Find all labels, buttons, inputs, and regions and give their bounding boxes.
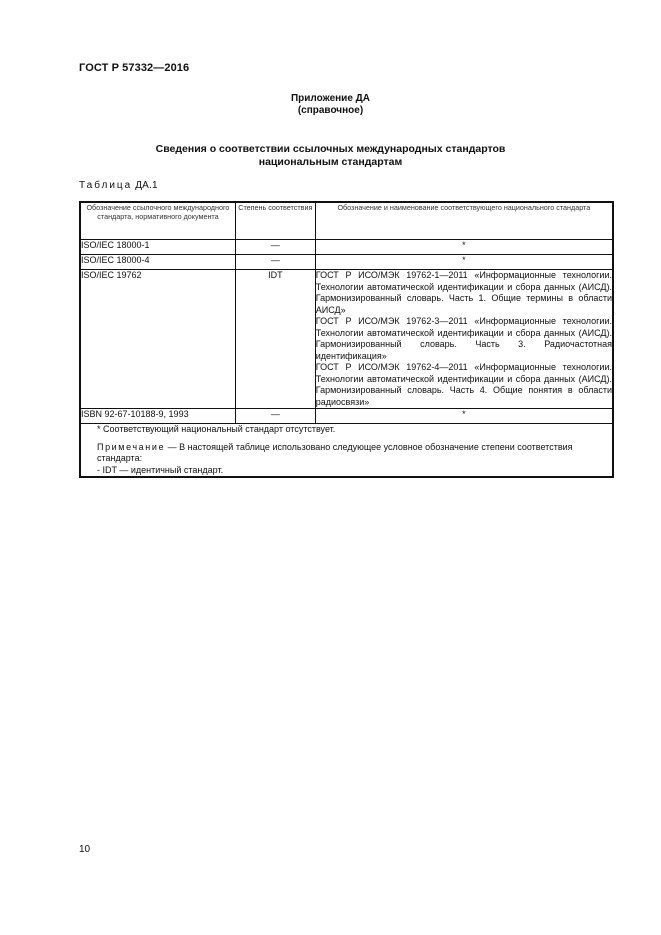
cell-degree: IDT [235,270,315,409]
table-row [80,270,613,409]
cell-national: * [315,409,613,424]
section-title-line-1: Сведения о соответствии ссылочных международных стандартов [155,143,506,155]
cell-reference: ISBN 92-67-10188-9, 1993 [80,409,235,424]
cell-national: * [315,240,613,255]
table-note [81,442,612,465]
table-label-word: Таблица [79,180,133,191]
cell-reference: ISO/IEC 18000-4 [80,255,235,270]
cell-degree: — [235,255,315,270]
table-notes-row [80,424,613,478]
table-row [80,255,613,270]
note-text: — В настоящей таблице использовано следующее условное обозначение степени соответствия стандарта: [97,441,573,463]
table-notes [80,424,613,478]
table-label [79,180,158,191]
cell-reference: ISO/IEC 19762 [80,270,235,409]
table-row [80,240,613,255]
document-code: ГОСТ Р 57332—2016 [79,62,190,74]
note-label: Примечание [97,441,166,452]
national-standard-entry: ГОСТ Р ИСО/МЭК 19762-3—2011 «Информационные технологии. Технологии автоматической идентификации и сбора данных (АИСД). Гармонизированный словарь. Часть 3. Радиочастотная идентификация» [315,316,612,361]
page-number: 10 [79,844,91,855]
national-standard-entry: ГОСТ Р ИСО/МЭК 19762-1—2011 «Информационные технологии. Технологии автоматической идентификации и сбора данных (АИСД). Гармонизированный словарь. Часть 1. Общие термины в области АИСД» [315,270,612,315]
table-row [80,409,613,424]
cell-degree: — [235,409,315,424]
correspondence-table [79,201,614,478]
section-title [0,143,661,169]
table-label-number: ДА.1 [135,180,158,191]
appendix-title: Приложение ДА [290,93,371,104]
cell-reference: ISO/IEC 18000-1 [80,240,235,255]
section-title-line-2: национальным стандартам [258,156,403,168]
cell-degree: — [235,240,315,255]
table-header-row [80,202,613,240]
cell-national [315,270,613,409]
header-degree: Степень соответствия [235,202,315,240]
note-item: - IDT — идентичный стандарт. [97,464,224,475]
cell-national: * [315,255,613,270]
table-footnote: * Соответствующий национальный стандарт отсутствует. [97,424,336,434]
national-standard-entry: ГОСТ Р ИСО/МЭК 19762-4—2011 «Информационные технологии. Технологии автоматической идентификации и сбора данных (АИСД). Гармонизированный словарь. Часть 4. Общие понятия в области радиосвязи» [315,362,612,407]
header-national-standard: Обозначение и наименование соответствующего национального стандарта [315,202,613,240]
header-reference-standard: Обозначение ссылочного международного стандарта, нормативного документа [80,202,235,240]
appendix-subtitle: (справочное) [297,105,364,116]
appendix-heading [0,93,661,117]
